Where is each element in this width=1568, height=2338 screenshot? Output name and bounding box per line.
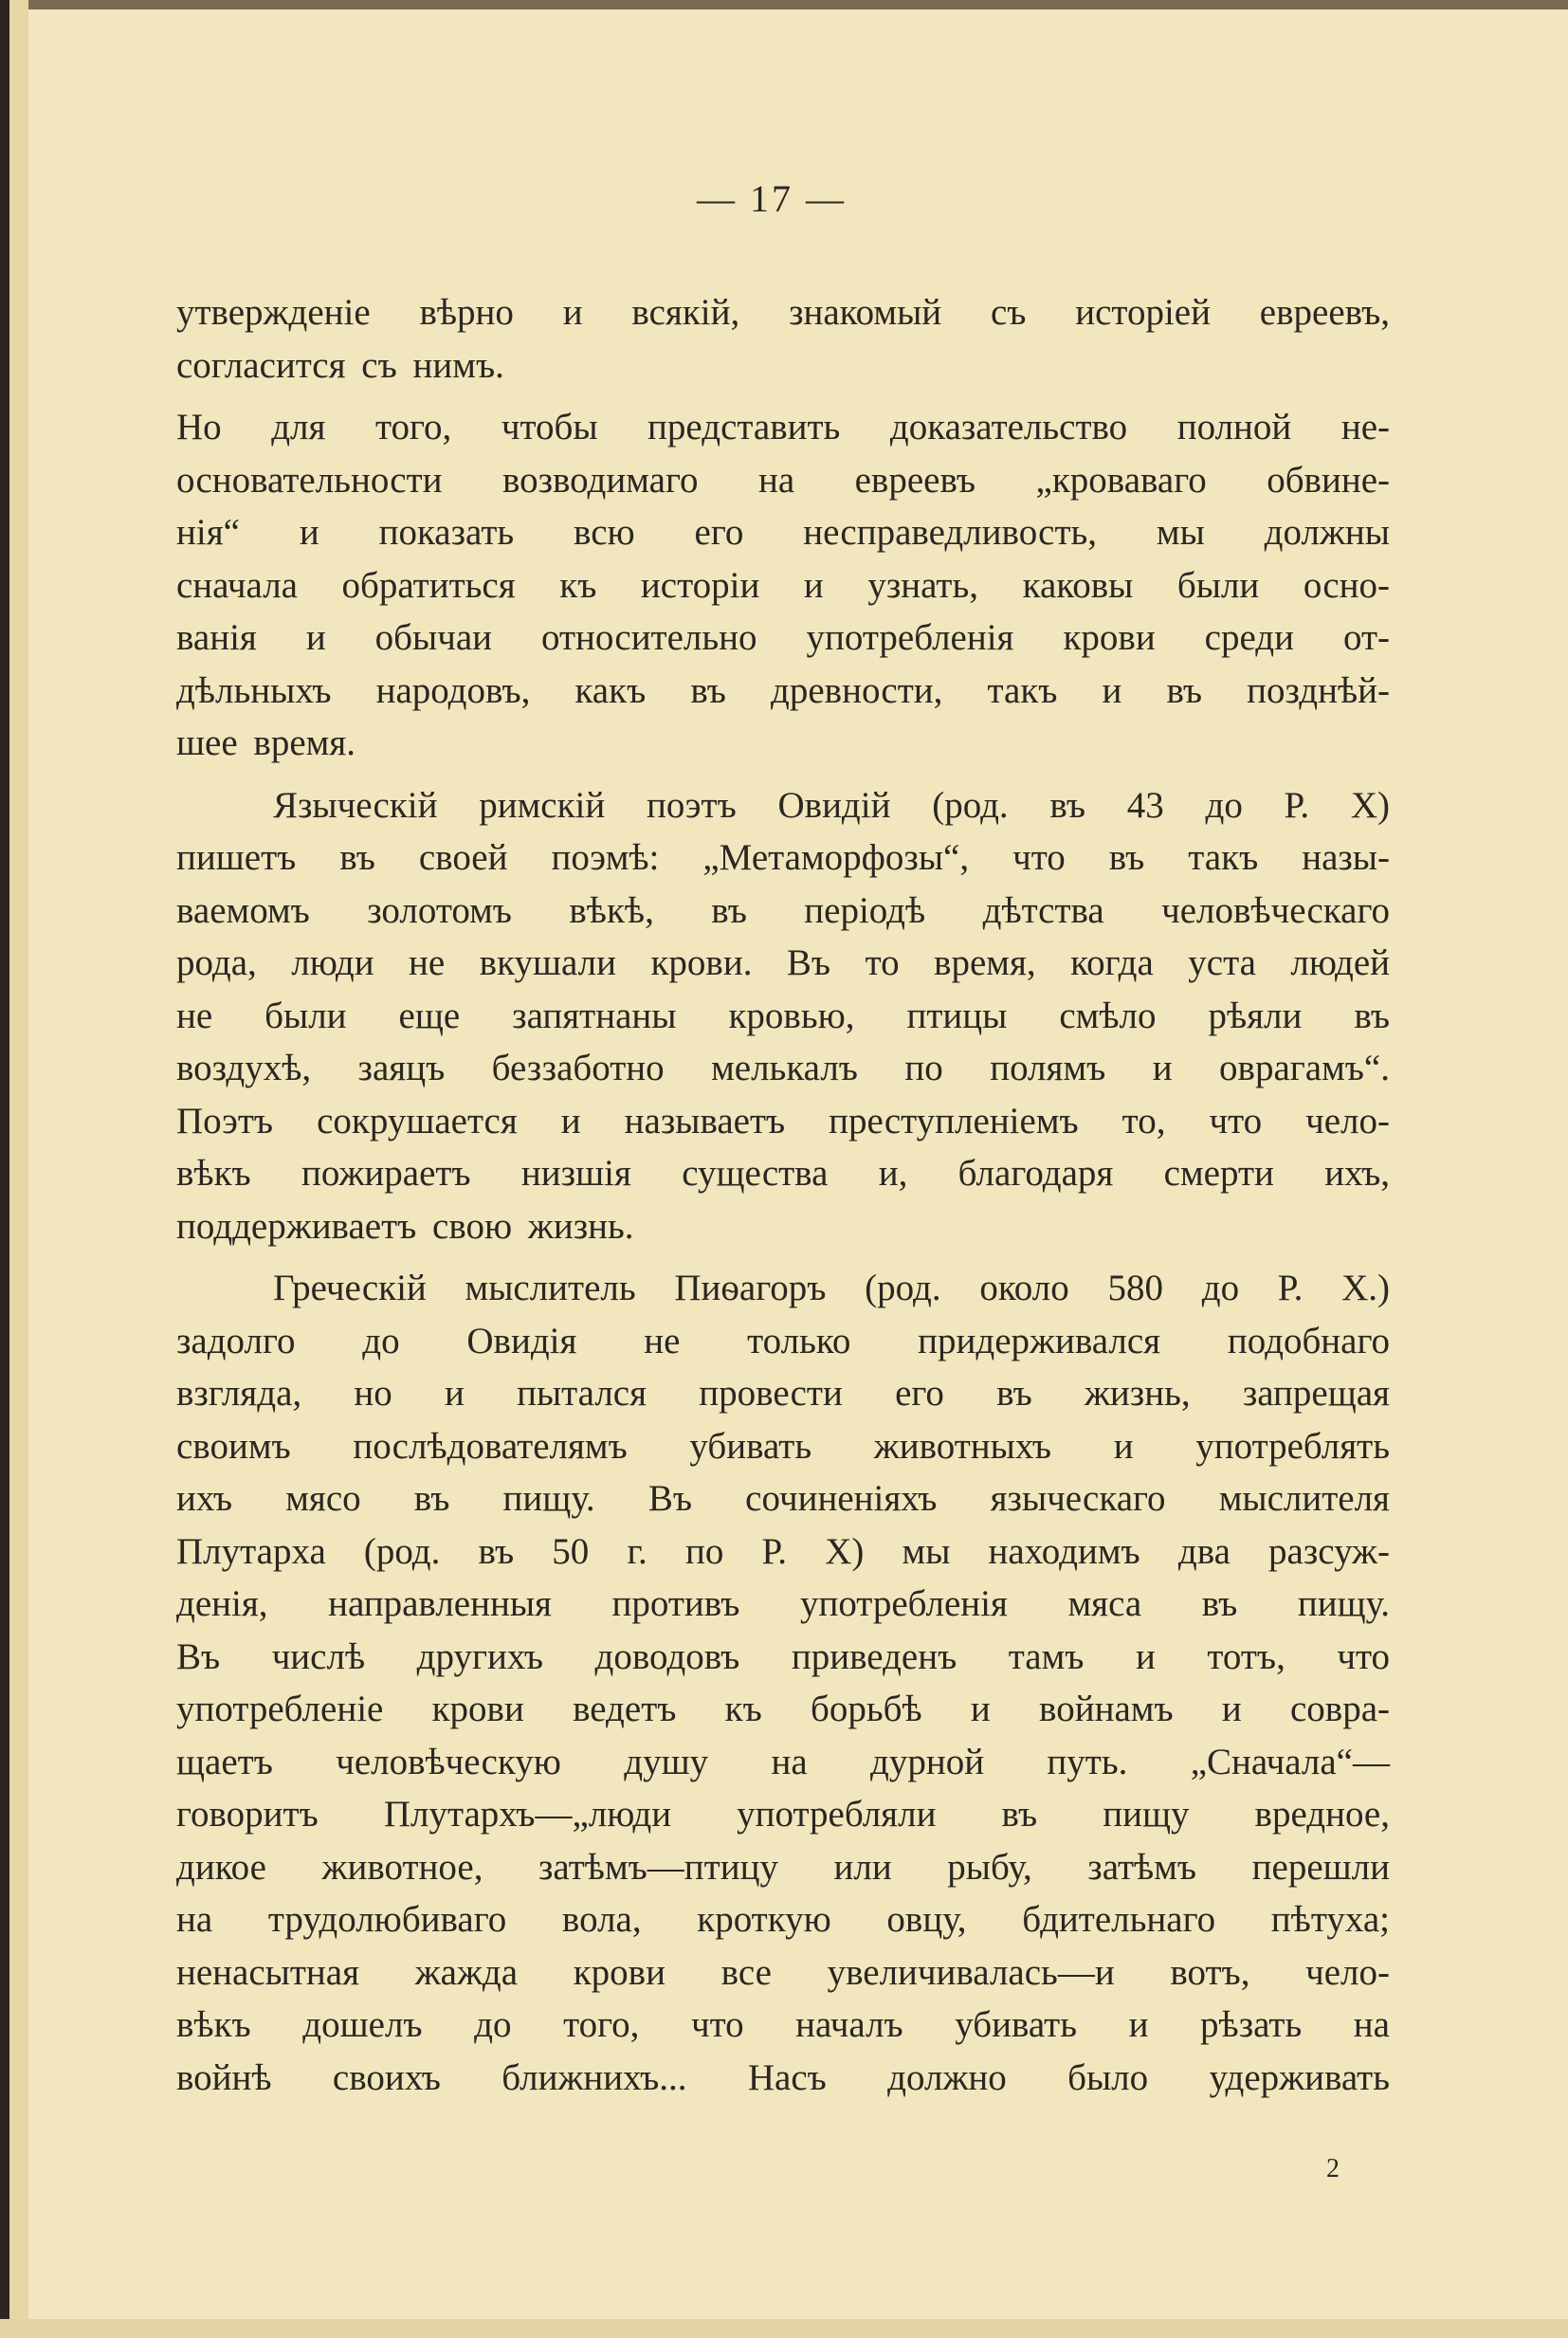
paragraph-spacing [176,770,1390,779]
text-line: щаетъ человѣческую душу на дурной путь. „Сначала“— [176,1741,1390,1782]
text-line: ненасытная жажда крови все увеличивалась—и вотъ, чело- [176,1951,1390,1993]
text-line: войнѣ своихъ ближнихъ... Насъ должно было удерживать [176,2056,1390,2098]
text-line: основательности возводимаго на евреевъ „кроваваго обвине- [176,459,1390,501]
bottom-edge-shadow [0,2319,1568,2338]
text-line: ихъ мясо въ пищу. Въ сочиненіяхъ языческаго мыслителя [176,1478,1390,1519]
text-line: воздухѣ, заяцъ беззаботно мелькалъ по полямъ и оврагамъ“. [176,1048,1390,1088]
paragraph-spacing [176,392,1390,401]
text-line: взгляда, но и пытался провести его въ жизнь, запрещая [176,1373,1390,1414]
text-line: Плутарха (род. въ 50 г. по Р. Х) мы находимъ два разсуж- [176,1530,1390,1572]
text-line: говоритъ Плутархъ—„люди употребляли въ пищу вредное, [176,1794,1390,1835]
text-line: своимъ послѣдователямъ убивать животныхъ и употреблять [176,1425,1390,1467]
text-line: поддерживаетъ свою жизнь. [176,1205,634,1247]
text-line: сначала обратиться къ исторіи и узнать, каковы были осно- [176,564,1390,606]
page-binding-shadow [9,0,28,2338]
page-binding-edge [0,0,9,2338]
text-line: нія“ и показать всю его несправедливость, мы должны [176,512,1390,553]
text-line: Поэтъ сокрушается и называетъ преступленіемъ то, что чело- [176,1100,1390,1142]
paragraph-1 [176,286,1390,392]
top-edge-shadow [0,0,1568,9]
text-line: задолго до Овидія не только придерживался подобнаго [176,1320,1390,1361]
signature-mark: 2 [1326,2154,1340,2183]
paragraph-2 [176,401,1390,770]
text-line: денія, направленныя противъ употребленія мяса въ пищу. [176,1583,1390,1624]
text-line: ваемомъ золотомъ вѣкѣ, въ періодѣ дѣтства человѣческаго [176,889,1390,931]
text-line: ванія и обычаи относительно употребленія крови среди от- [176,617,1390,658]
paragraph-3 [176,779,1390,1253]
text-line: дѣльныхъ народовъ, какъ въ древности, такъ и въ позднѣй- [176,669,1390,711]
text-line: Но для того, чтобы представить доказательство полной не- [176,407,1390,448]
text-line: дикое животное, затѣмъ—птицу или рыбу, затѣмъ перешли [176,1846,1390,1888]
page-number-header: — 17 — [697,177,847,220]
text-line: пишетъ въ своей поэмѣ: „Метаморфозы“, что въ такъ назы- [176,837,1390,878]
text-line: не были еще запятнаны кровью, птицы смѣло рѣяли въ [176,995,1390,1036]
paragraph-4 [176,1262,1390,2104]
text-line: Въ числѣ другихъ доводовъ приведенъ тамъ и тотъ, что [176,1635,1390,1677]
paragraph-spacing [176,1252,1390,1262]
text-line: Языческій римскій поэтъ Овидій (род. въ 43 до Р. Х) [273,784,1390,826]
text-line: шее время. [176,722,356,763]
text-line: рода, люди не вкушали крови. Въ то время, когда уста людей [176,942,1390,983]
text-line: согласится съ нимъ. [176,344,504,386]
text-line: употребленіе крови ведетъ къ борьбѣ и войнамъ и совра- [176,1689,1390,1729]
text-line: вѣкъ дошелъ до того, что началъ убивать и рѣзать на [176,2004,1390,2045]
text-line: утвержденіе вѣрно и всякій, знакомый съ исторіей евреевъ, [176,292,1390,333]
text-line: Греческій мыслитель Пиѳагоръ (род. около 580 до Р. Х.) [273,1268,1390,1308]
text-line: вѣкъ пожираетъ низшія существа и, благодаря смерти ихъ, [176,1153,1390,1194]
page-text [176,177,1390,2104]
text-line: на трудолюбиваго вола, кроткую овцу, бдительнаго пѣтуха; [176,1899,1390,1940]
